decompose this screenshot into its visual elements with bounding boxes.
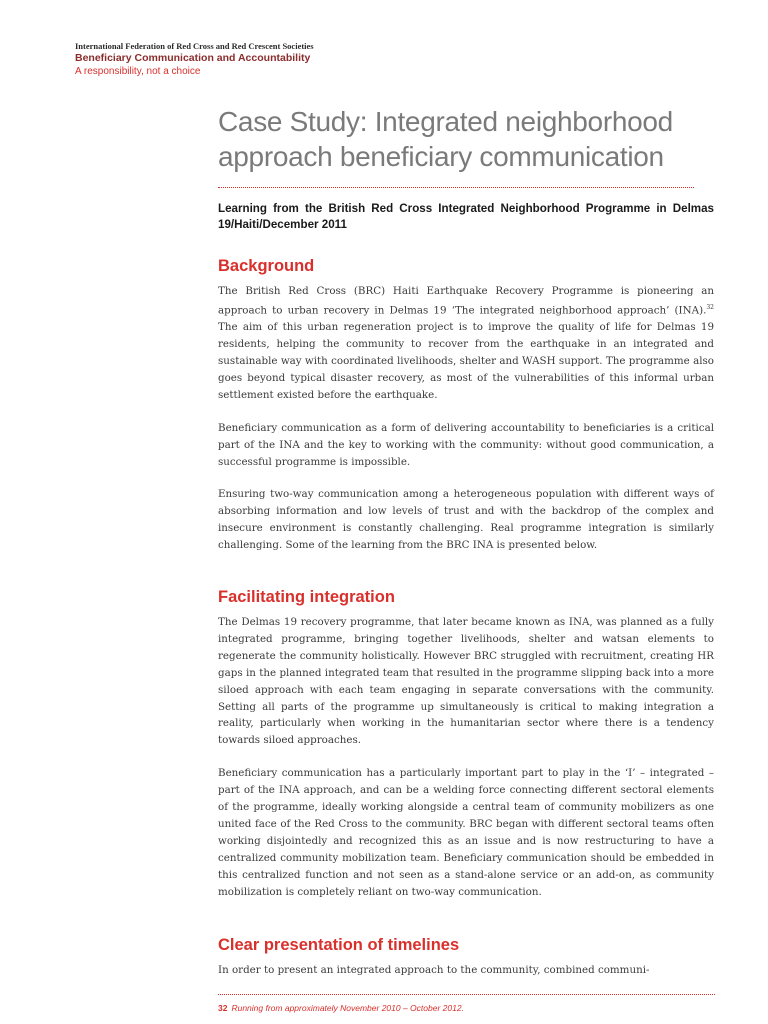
title-divider — [218, 187, 694, 188]
page-number: 32 — [218, 1003, 228, 1013]
timelines-heading: Clear presentation of timelines — [218, 936, 460, 954]
publication-tagline: A responsibility, not a choice — [75, 66, 201, 77]
footnote-text: Running from approximately November 2010 – October 2012. — [231, 1003, 464, 1013]
integration-section — [218, 587, 714, 901]
publication-section: Beneficiary Communication and Accountability — [75, 52, 311, 64]
background-paragraph-1 — [218, 283, 714, 404]
integration-paragraph-1: The Delmas 19 recovery programme, that later became known as INA, was planned as a fully integrated programme, bringing together livelihoods, shelter and watsan elements to regenerate the community holistically. However BRC struggled with recruitment, creating HR gaps in the planned integrated team that resulted in the programme slipping back into a more siloed approach with each team engaging in separate conversations with the community. Setting all parts of the programme up simultaneously is critical to making integration a reality, particularly when working in the humanitarian sector where there is a tendency towards siloed approaches. — [218, 616, 714, 747]
background-heading: Background — [218, 257, 315, 275]
background-paragraph-3: Ensuring two-way communication among a heterogeneous population with different ways of absorbing information and low levels of trust and with the backdrop of the complex and insecure environment is constantly challenging. Real programme integration is similarly challenging. Some of the learning from the BRC INA is presented below. — [218, 488, 714, 552]
organization-name: International Federation of Red Cross and Red Crescent Societies — [75, 41, 314, 51]
footnote-marker: 32 — [706, 303, 714, 311]
timelines-paragraph-1: In order to present an integrated approach to the community, combined communi- — [218, 964, 650, 976]
page-title — [218, 104, 738, 174]
background-paragraph-2: Beneficiary communication as a form of delivering accountability to beneficiaries is a critical part of the INA and the key to working with the community: without good communication, a successful programme is impossible. — [218, 421, 714, 468]
page-title-line-1: Case Study: Integrated neighborhood — [218, 106, 673, 137]
timelines-section — [218, 935, 714, 979]
running-header — [75, 40, 695, 78]
integration-paragraph-2: Beneficiary communication has a particularly important part to play in the ‘I’ – integrated – part of the INA approach, and can be a welding force connecting different sectoral elements of the programme, ideally working alongside a central team of community mobilizers as one united face of the Red Cross to the community. BRC began with different sectoral teams often working disjointedly and recognized this as an issue and is now restructuring to have a centralized community mobilization team. Beneficiary communication should be embedded in this centralized function and not seen as a stand-alone service or an add-on, as community mobilization is completely reliant on two-way communication. — [218, 767, 714, 898]
page-footer — [218, 1003, 464, 1013]
footer-divider — [218, 994, 715, 995]
page-title-line-2: approach beneficiary communication — [218, 141, 664, 172]
case-study-subtitle: Learning from the British Red Cross Integrated Neighborhood Programme in Delmas 19/Haiti/December 2011 — [218, 202, 714, 231]
background-paragraph-1-end: The aim of this urban regeneration project is to improve the quality of life for Delmas 19 residents, helping the community to recover from the earthquake in an integrated and sustainable way with coordinated livelihoods, shelter and WASH support. The programme also goes beyond typical disaster recovery, as most of the vulnerabilities of this informal urban settlement existed before the earthquake. — [218, 321, 714, 401]
integration-heading: Facilitating integration — [218, 588, 395, 606]
background-section — [218, 256, 714, 554]
background-paragraph-1-start: The British Red Cross (BRC) Haiti Earthquake Recovery Programme is pioneering an approach to urban recovery in Delmas 19 ‘The integrated neighborhood approach’ (INA). — [218, 285, 714, 317]
